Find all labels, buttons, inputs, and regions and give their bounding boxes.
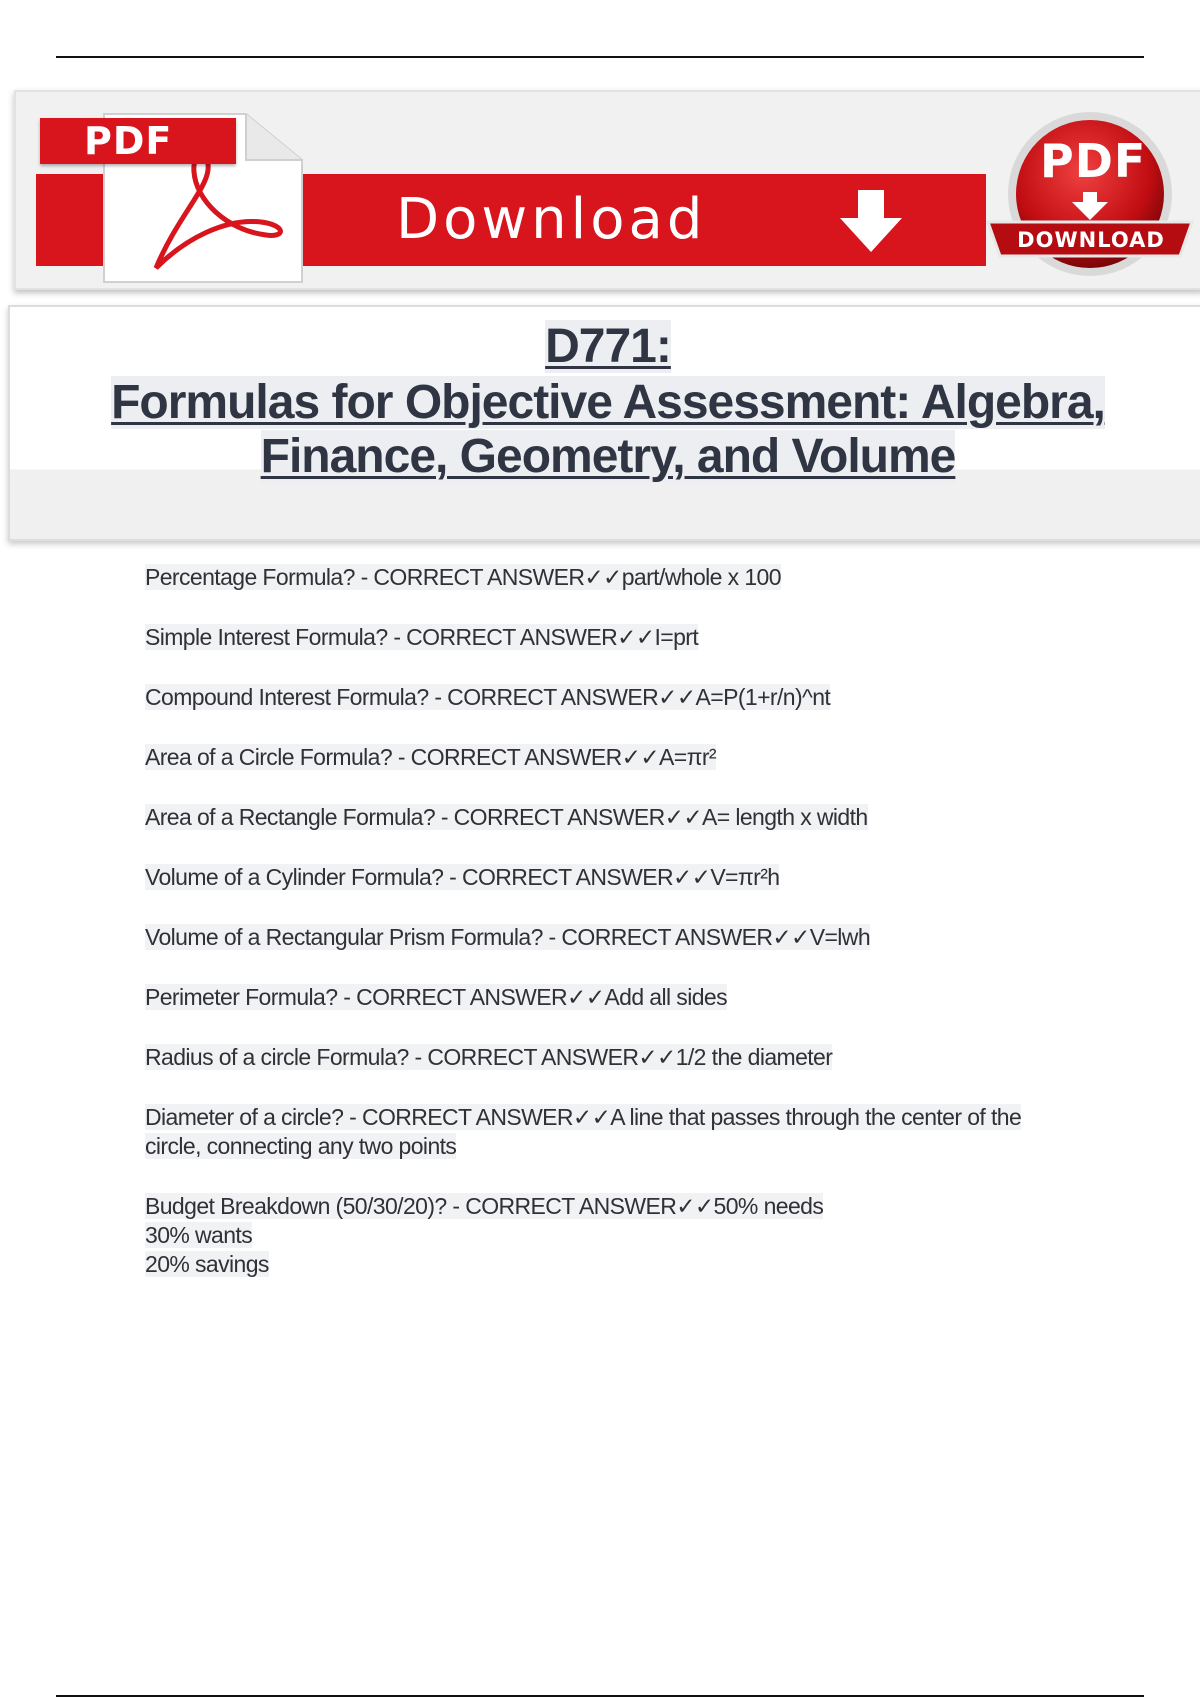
qa-item: Area of a Rectangle Formula? - CORRECT ANSWER✓✓A= length x width [145,804,868,830]
title-line-1: D771: [545,320,671,373]
pdf-tag: PDF [40,118,236,164]
qa-item: Radius of a circle Formula? - CORRECT ANSWER✓✓1/2 the diameter [145,1044,833,1070]
bottom-rule [56,1695,1144,1697]
down-arrow-icon [836,188,906,254]
qa-item: Area of a Circle Formula? - CORRECT ANSWER✓✓A=πr² [145,744,716,770]
title-box [8,305,1200,541]
title-line-3: Finance, Geometry, and Volume [260,430,956,483]
top-rule [56,56,1144,58]
qa-item: Compound Interest Formula? - CORRECT ANSWER✓✓A=P(1+r/n)^nt [145,684,831,710]
qa-item: Volume of a Rectangular Prism Formula? - CORRECT ANSWER✓✓V=lwh [145,924,871,950]
qa-item: Diameter of a circle? - CORRECT ANSWER✓✓A line that passes through the center of the circle, connecting any two points [145,1104,1022,1159]
badge-pdf-text: PDF [1040,134,1147,188]
title-line-2: Formulas for Objective Assessment: Algebra, [111,376,1105,429]
qa-item: Budget Breakdown (50/30/20)? - CORRECT ANSWER✓✓50% needs 30% wants 20% savings [145,1193,824,1277]
qa-item: Simple Interest Formula? - CORRECT ANSWER✓✓I=prt [145,624,699,650]
qa-item: Volume of a Cylinder Formula? - CORRECT ANSWER✓✓V=πr²h [145,864,780,890]
download-label[interactable]: Download [396,187,707,252]
download-banner[interactable] [14,90,1200,290]
qa-item: Percentage Formula? - CORRECT ANSWER✓✓part/whole x 100 [145,564,781,590]
qa-list [145,563,1105,1310]
qa-item: Perimeter Formula? - CORRECT ANSWER✓✓Add all sides [145,984,727,1010]
badge-download-text: DOWNLOAD [1017,228,1165,252]
